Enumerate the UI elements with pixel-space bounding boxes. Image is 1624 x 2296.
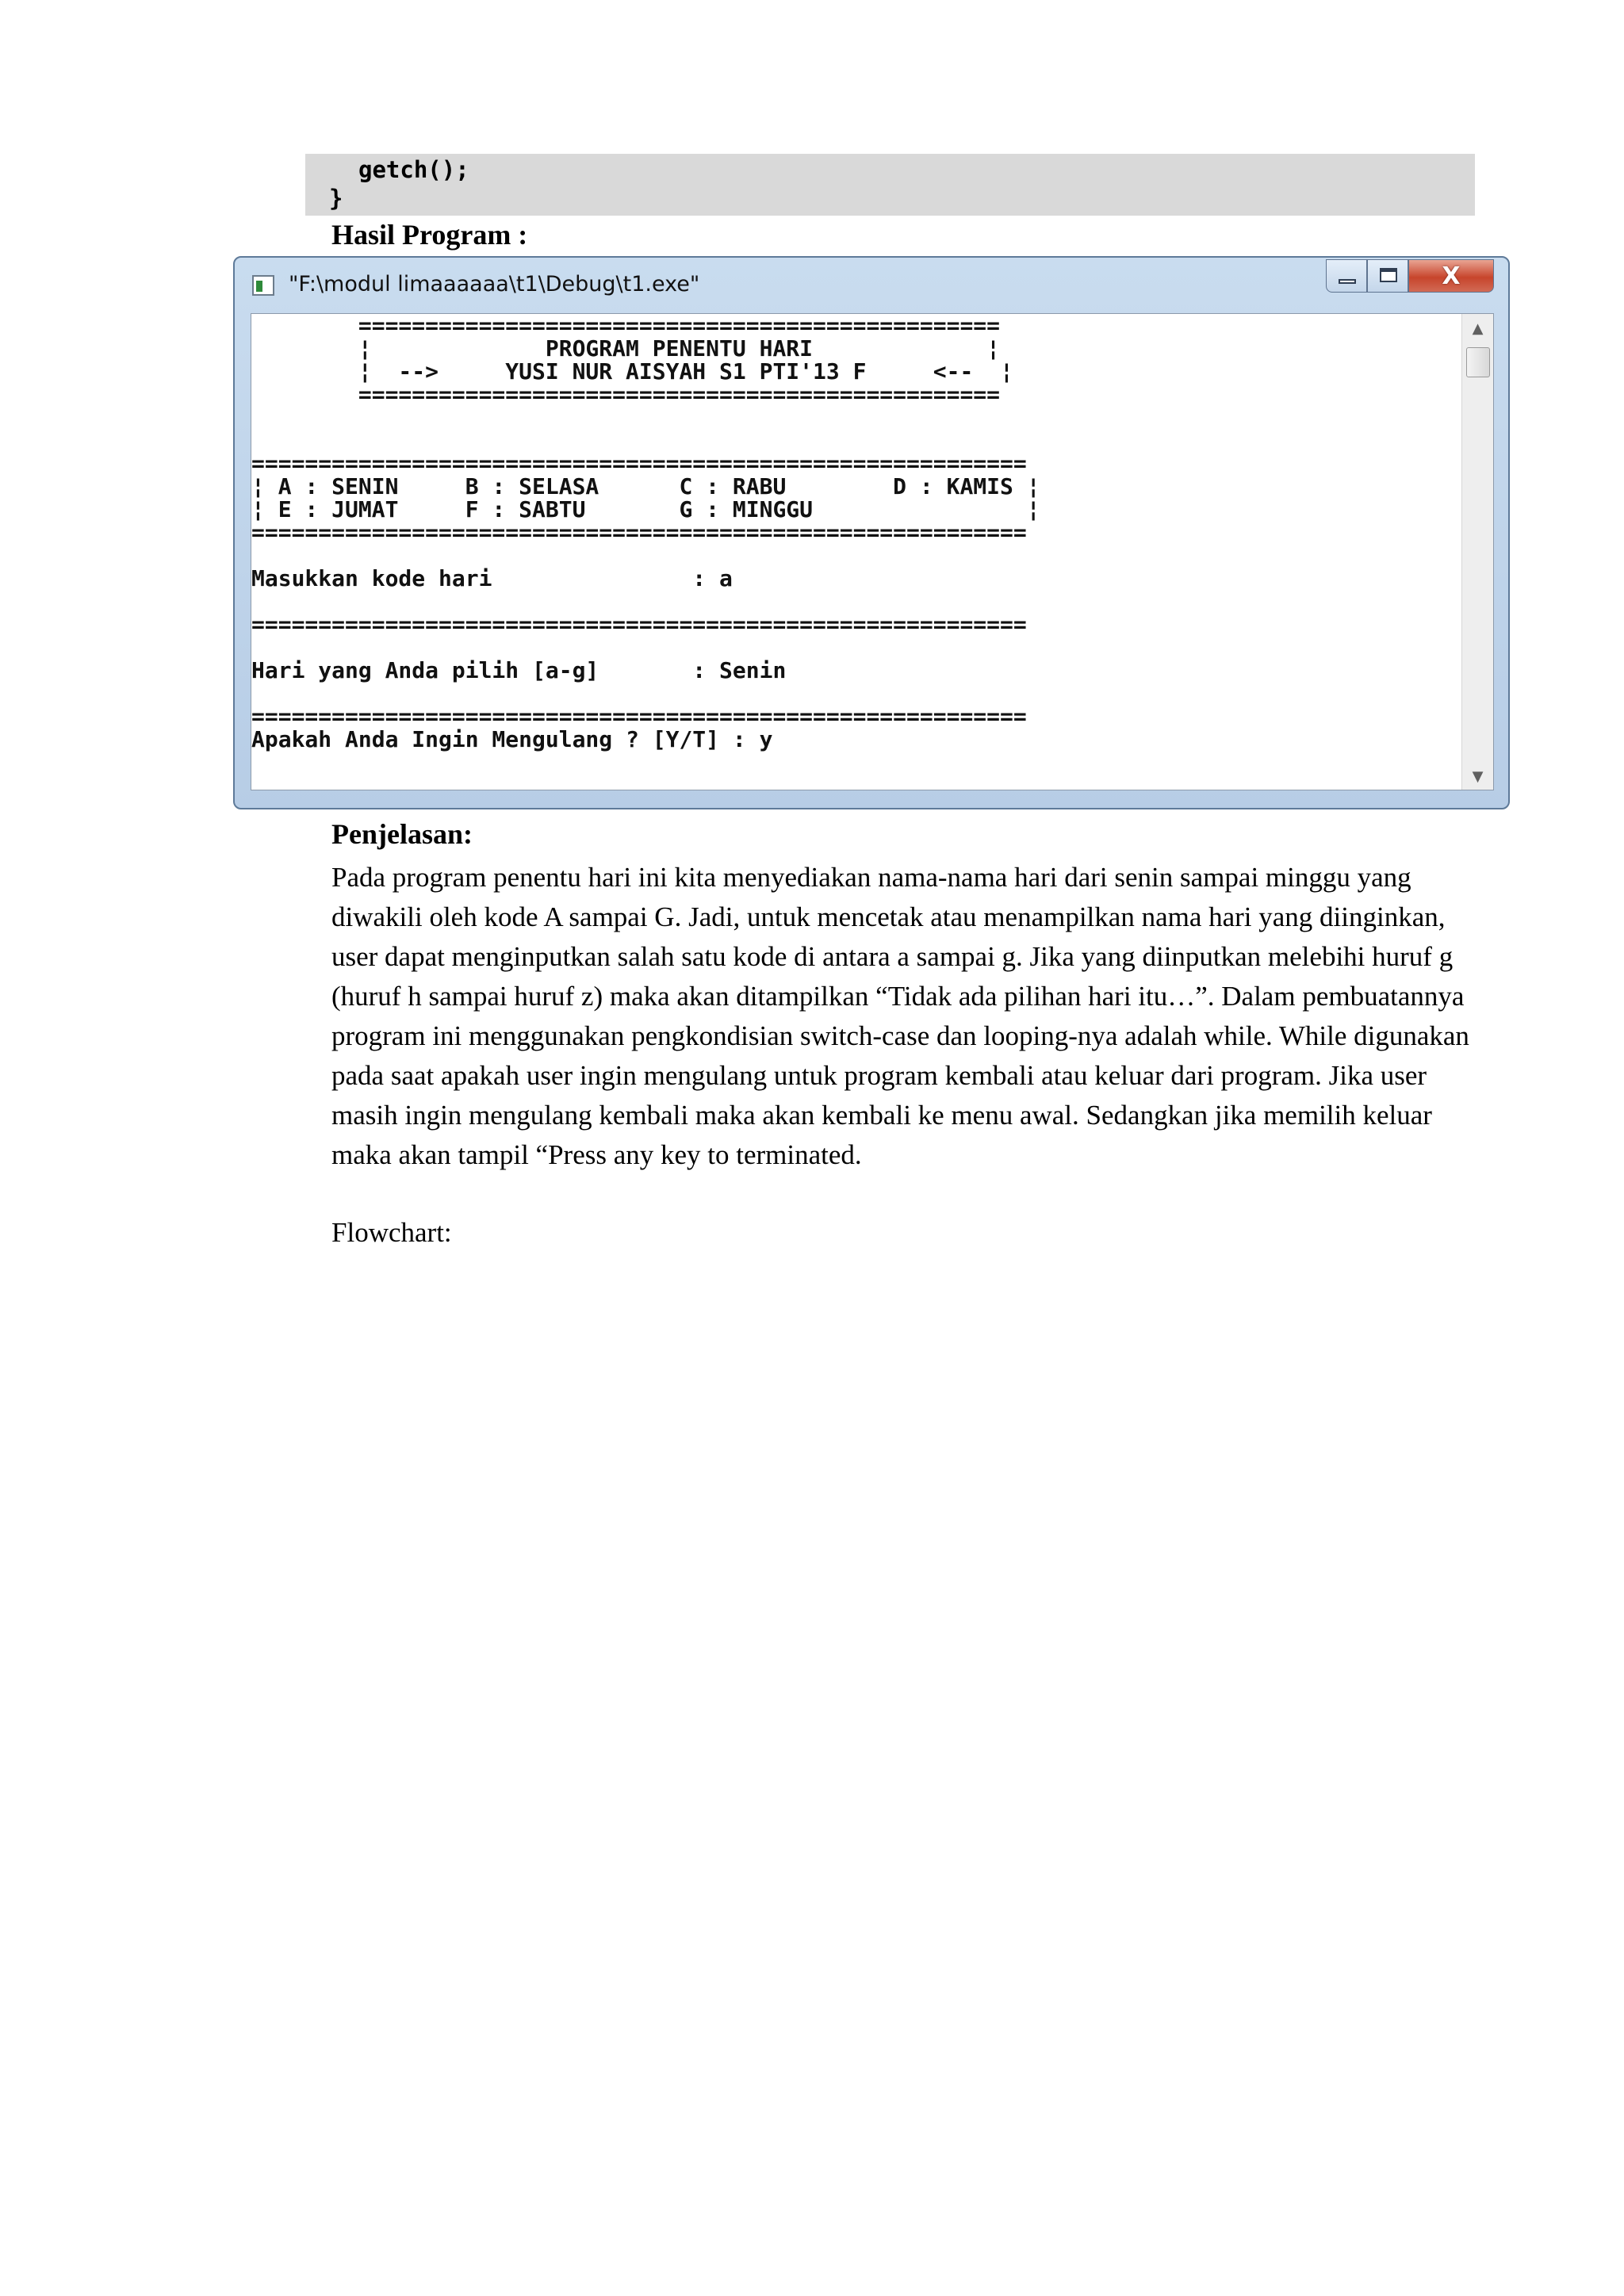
console-line: Masukkan kode hari : a bbox=[251, 565, 733, 591]
console-line bbox=[251, 590, 1040, 613]
console-line: Apakah Anda Ingin Mengulang ? [Y/T] : y bbox=[251, 726, 773, 752]
code-line-closing-brace: } bbox=[329, 185, 343, 212]
scrollbar-thumb[interactable] bbox=[1466, 347, 1490, 377]
code-line-getch: getch(); bbox=[358, 156, 469, 183]
window-title: "F:\modul limaaaaaa\t1\Debug\t1.exe" bbox=[289, 272, 700, 297]
console-line: ¦ --> YUSI NUR AISYAH S1 PTI'13 F <-- ¦ bbox=[251, 358, 1013, 385]
flowchart-label: Flowchart: bbox=[331, 1217, 452, 1248]
window-titlebar[interactable] bbox=[235, 258, 1508, 315]
vertical-scrollbar[interactable] bbox=[1461, 314, 1493, 790]
console-line: ========================================================== bbox=[251, 703, 1027, 729]
minimize-button[interactable] bbox=[1326, 259, 1367, 293]
console-line bbox=[251, 406, 1040, 429]
console-line: ¦ E : JUMAT F : SABTU G : MINGGU ¦ bbox=[251, 496, 1040, 522]
console-line: ========================================================== bbox=[251, 450, 1027, 476]
explanation-paragraph: Pada program penentu hari ini kita menyediakan nama-nama hari dari senin sampai minggu yang diwakili oleh kode A sampai G. Jadi, untuk mencetak atau menampilkan nama hari yang diinginkan, user dapat menginputkan salah satu kode di antara a sampai g. Jika yang diinputkan melebihi huruf g (huruf h sampai huruf z) maka akan ditampilkan “Tidak ada pilihan hari itu…”. Dalam pembuatannya program ini menggunakan pengkondisian switch-case dan looping-nya adalah while. While digunakan pada saat apakah user ingin mengulang untuk program kembali atau keluar dari program. Jika user masih ingin mengulang kembali maka akan kembali ke menu awal. Sedangkan jika memilih keluar maka akan tampil “Press any key to terminated. bbox=[331, 862, 1469, 1170]
scroll-up-icon[interactable]: ▲ bbox=[1472, 320, 1484, 337]
console-line bbox=[251, 544, 1040, 567]
console-text bbox=[251, 314, 1040, 751]
scroll-down-icon[interactable]: ▼ bbox=[1472, 768, 1484, 785]
maximize-icon bbox=[1380, 268, 1397, 282]
maximize-button[interactable] bbox=[1367, 259, 1408, 293]
console-line: ¦ A : SENIN B : SELASA C : RABU D : KAMIS ¦ bbox=[251, 473, 1040, 499]
penjelasan-heading: Penjelasan: bbox=[331, 818, 473, 850]
console-app-icon bbox=[252, 275, 274, 296]
close-icon: X bbox=[1442, 262, 1461, 290]
console-line: ========================================================== bbox=[251, 519, 1027, 545]
console-line: ================================================ bbox=[251, 381, 1001, 408]
window-controls bbox=[1326, 259, 1494, 294]
console-output-area[interactable] bbox=[251, 313, 1494, 790]
console-window bbox=[233, 256, 1510, 809]
code-snippet bbox=[305, 154, 1475, 216]
console-line bbox=[251, 636, 1040, 659]
console-line: ================================================ bbox=[251, 313, 1001, 339]
console-line bbox=[251, 429, 1040, 452]
close-button[interactable] bbox=[1408, 259, 1494, 293]
console-line: ¦ PROGRAM PENENTU HARI ¦ bbox=[251, 335, 1001, 362]
console-line bbox=[251, 682, 1040, 705]
console-line: Hari yang Anda pilih [a-g] : Senin bbox=[251, 657, 787, 683]
console-line: ========================================================== bbox=[251, 611, 1027, 637]
hasil-program-heading: Hasil Program : bbox=[331, 219, 528, 251]
minimize-icon bbox=[1339, 279, 1356, 284]
